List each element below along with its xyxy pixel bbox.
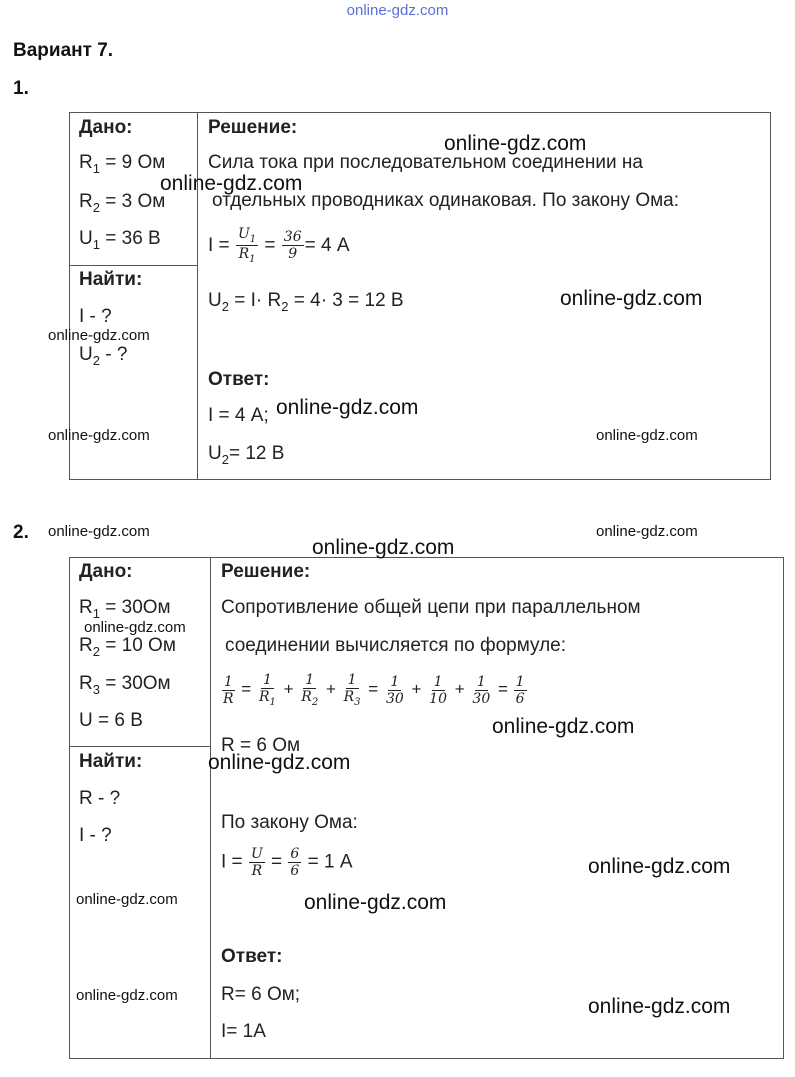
- task1-given-r2: $R_2 = 3$ Ом: [79, 191, 166, 215]
- task1-given-divider: [69, 265, 197, 266]
- task2-find-r: R - ?: [79, 788, 121, 809]
- variant-title: Вариант 7.: [13, 40, 114, 61]
- task1-given-label: Дано:: [79, 117, 133, 138]
- task1-answer2: $U_2= 12$ В: [208, 443, 285, 467]
- task2-ohm-law: По закону Ома:: [221, 812, 358, 833]
- watermark: online-gdz.com: [588, 855, 731, 878]
- task2-given-u: U = 6 В: [79, 710, 143, 731]
- task1-given-u1: $U_1 = 36$ В: [79, 228, 161, 252]
- task1-answer-label: Ответ:: [208, 369, 270, 390]
- task1-solution-line2: отдельных проводниках одинаковая. По закону Ома:: [212, 190, 680, 211]
- watermark: online-gdz.com: [48, 523, 150, 540]
- task2-divider: [210, 557, 211, 1058]
- watermark: online-gdz.com: [560, 287, 703, 310]
- watermark: online-gdz.com: [48, 427, 150, 444]
- watermark: online-gdz.com: [596, 523, 698, 540]
- watermark: online-gdz.com: [76, 987, 178, 1004]
- task1-find-label: Найти:: [79, 269, 143, 290]
- task2-answer-label: Ответ:: [221, 946, 283, 967]
- task2-find-label: Найти:: [79, 751, 143, 772]
- task2-answer2: I= 1А: [221, 1021, 266, 1042]
- watermark: online-gdz.com: [208, 751, 351, 774]
- task1-formula-i: I = $\frac{U_1}{R_1}$ = $\frac{36}{9}$ = 4 А: [208, 226, 350, 266]
- task2-given-r1: $R_1 = 30Ом$: [79, 597, 171, 621]
- watermark: online-gdz.com: [304, 891, 447, 914]
- watermark: online-gdz.com: [276, 396, 419, 419]
- task2-number: 2.: [13, 522, 29, 543]
- watermark: online-gdz.com: [160, 172, 303, 195]
- task1-find-u2: $U_2$ - ?: [79, 344, 128, 368]
- task1-solution-line1: Сила тока при последовательном соединении на: [208, 152, 643, 173]
- watermark: online-gdz.com: [492, 715, 635, 738]
- task1-answer1: I = 4 А;: [208, 405, 269, 426]
- task1-divider: [197, 112, 198, 479]
- task1-find-i: I - ?: [79, 306, 112, 327]
- watermark: online-gdz.com: [76, 891, 178, 908]
- task1-formula-u2: $U_2 = I\cdot R_2 = 4\cdot 3 = 12$ В: [208, 290, 404, 314]
- task1-solution-label: Решение:: [208, 117, 298, 138]
- task2-given-divider: [69, 746, 210, 747]
- task1-number: 1.: [13, 78, 29, 99]
- watermark: online-gdz.com: [588, 995, 731, 1018]
- task2-answer1: R= 6 Ом;: [221, 984, 301, 1005]
- task2-find-i: I - ?: [79, 825, 112, 846]
- task2-formula-i: I = $\frac{U}{R}$ = $\frac{6}{6}$ = 1 А: [221, 846, 353, 880]
- task2-solution-line2: соединении вычисляется по формуле:: [225, 635, 567, 656]
- watermark: online-gdz.com: [312, 536, 455, 559]
- task2-solution-line1: Сопротивление общей цепи при параллельном: [221, 597, 641, 618]
- task2-given-r3: $R_3 = 30Ом$: [79, 673, 171, 697]
- watermark: online-gdz.com: [84, 619, 186, 636]
- task2-given-label: Дано:: [79, 561, 133, 582]
- watermark: online-gdz.com: [444, 132, 587, 155]
- task2-formula-r: $\frac{1}{R}$ = $\frac{1}{R_1}$ + $\frac{1}{R_2}$ + $\frac{1}{R_3}$ = $\frac{1}{30}$ + $\frac{1}{10}$ + $\frac{1}{30}$ = $\frac{1}{6}$: [223, 672, 525, 708]
- watermark: online-gdz.com: [596, 427, 698, 444]
- watermark-top: online-gdz.com: [346, 2, 449, 19]
- task2-given-r2: $R_2 = 10$ Ом: [79, 635, 176, 659]
- task2-result-r: R = 6 Ом: [221, 735, 301, 756]
- task2-solution-label: Решение:: [221, 561, 311, 582]
- watermark: online-gdz.com: [48, 327, 150, 344]
- task1-given-r1: $R_1 = 9$ Ом: [79, 152, 166, 176]
